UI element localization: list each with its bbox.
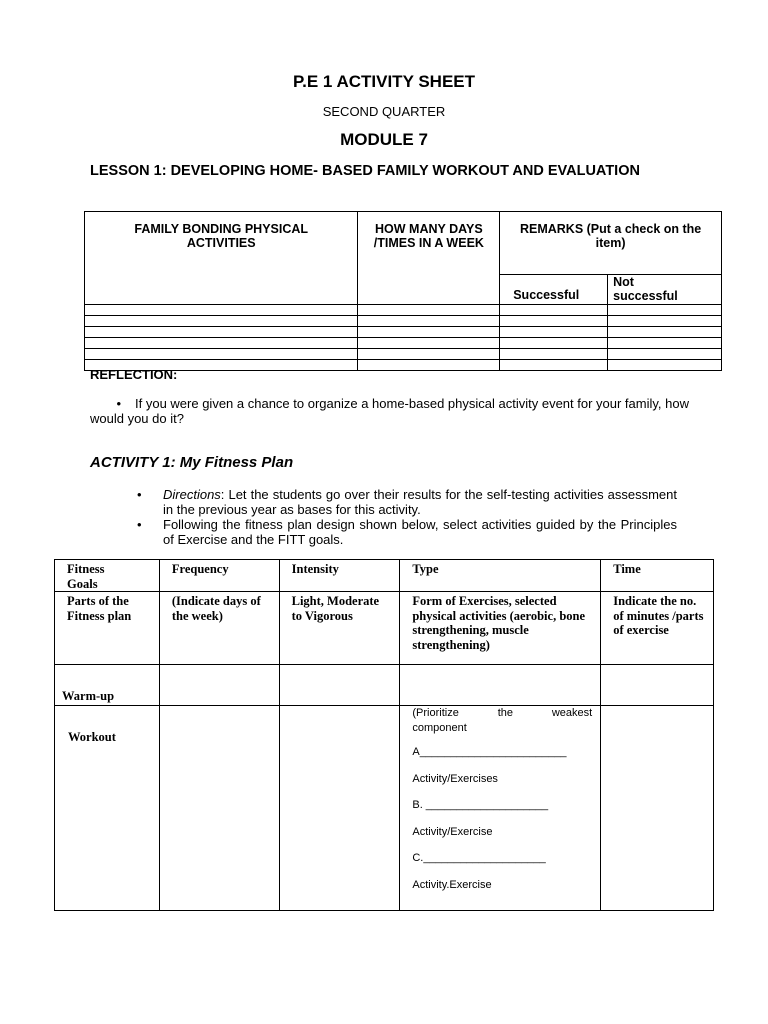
family-activities-table [84, 211, 722, 371]
blank-line-a: A________________________ [412, 746, 567, 758]
cell-intensity-desc: Light, Moderate to Vigorous [279, 592, 400, 665]
blank-line-c: C.____________________ [412, 852, 546, 864]
warmup-label: Warm-up [55, 665, 160, 706]
sub-header-not-successful: Not successful [608, 275, 722, 305]
list-item: • Directions: Let the students go over their results for the self-testing activities assessment in the previous year as bases for this activity. [137, 487, 677, 517]
cell-type-desc: Form of Exercises, selected physical activities (aerobic, bone strengthening, muscle strengthening) [400, 592, 601, 665]
cell-frequency-desc: (Indicate days of the week) [159, 592, 279, 665]
activity-label-1: Activity/Exercises [412, 772, 498, 785]
page-title: P.E 1 ACTIVITY SHEET [292, 72, 476, 91]
col-header-remarks: REMARKS (Put a check on the item) [500, 212, 722, 275]
workout-time-cell [601, 706, 714, 911]
prioritize-line: (Prioritize the weakest [412, 707, 593, 719]
cell-time-desc: Indicate the no. of minutes /parts of exercise [601, 592, 714, 665]
workout-intensity-cell [279, 706, 400, 911]
table-row [85, 305, 722, 316]
warmup-intensity-cell [279, 665, 400, 706]
list-item: • Following the fitness plan design shown below, select activities guided by the Principles of Exercise and the FITT goals. [137, 517, 677, 547]
header-type: Type [400, 560, 601, 592]
bullet-icon: • [116, 396, 121, 411]
col-header-days: HOW MANY DAYS /TIMES IN A WEEK [358, 212, 500, 305]
activity-label-3: Activity.Exercise [412, 878, 492, 891]
quarter-label: SECOND QUARTER [322, 104, 446, 119]
activity-label-2: Activity/Exercise [412, 825, 493, 838]
table-row [85, 327, 722, 338]
warmup-frequency-cell [159, 665, 279, 706]
reflection-question: • If you were given a chance to organize a home-based physical activity event for your family, how would you do it? [90, 396, 689, 426]
bullet-icon: • [137, 487, 142, 502]
warmup-type-cell [400, 665, 601, 706]
activity-title: ACTIVITY 1: My Fitness Plan [90, 454, 294, 471]
reflection-label: REFLECTION: [90, 367, 178, 382]
table-row [85, 338, 722, 349]
header-time: Time [601, 560, 714, 592]
workout-frequency-cell [159, 706, 279, 911]
fitness-plan-table [54, 559, 714, 911]
warmup-time-cell [601, 665, 714, 706]
cell-parts-of-plan: Parts of the Fitness plan [55, 592, 160, 665]
module-label: MODULE 7 [340, 130, 428, 149]
header-frequency: Frequency [159, 560, 279, 592]
header-fitness-goals: Fitness Goals [55, 560, 160, 592]
col-header-activities: FAMILY BONDING PHYSICAL ACTIVITIES [85, 212, 358, 305]
workout-label: Workout [55, 706, 160, 911]
bullet-icon: • [137, 517, 142, 532]
lesson-title: LESSON 1: DEVELOPING HOME- BASED FAMILY WORKOUT AND EVALUATION [90, 163, 640, 179]
directions-list [137, 487, 677, 547]
blank-line-b: B. ____________________ [412, 799, 549, 811]
header-intensity: Intensity [279, 560, 400, 592]
table-row [85, 349, 722, 360]
table-row [85, 316, 722, 327]
workout-type-cell [400, 706, 601, 911]
component-text: component [412, 721, 467, 734]
table-row [85, 360, 722, 371]
sub-header-successful: Successful [500, 275, 608, 305]
